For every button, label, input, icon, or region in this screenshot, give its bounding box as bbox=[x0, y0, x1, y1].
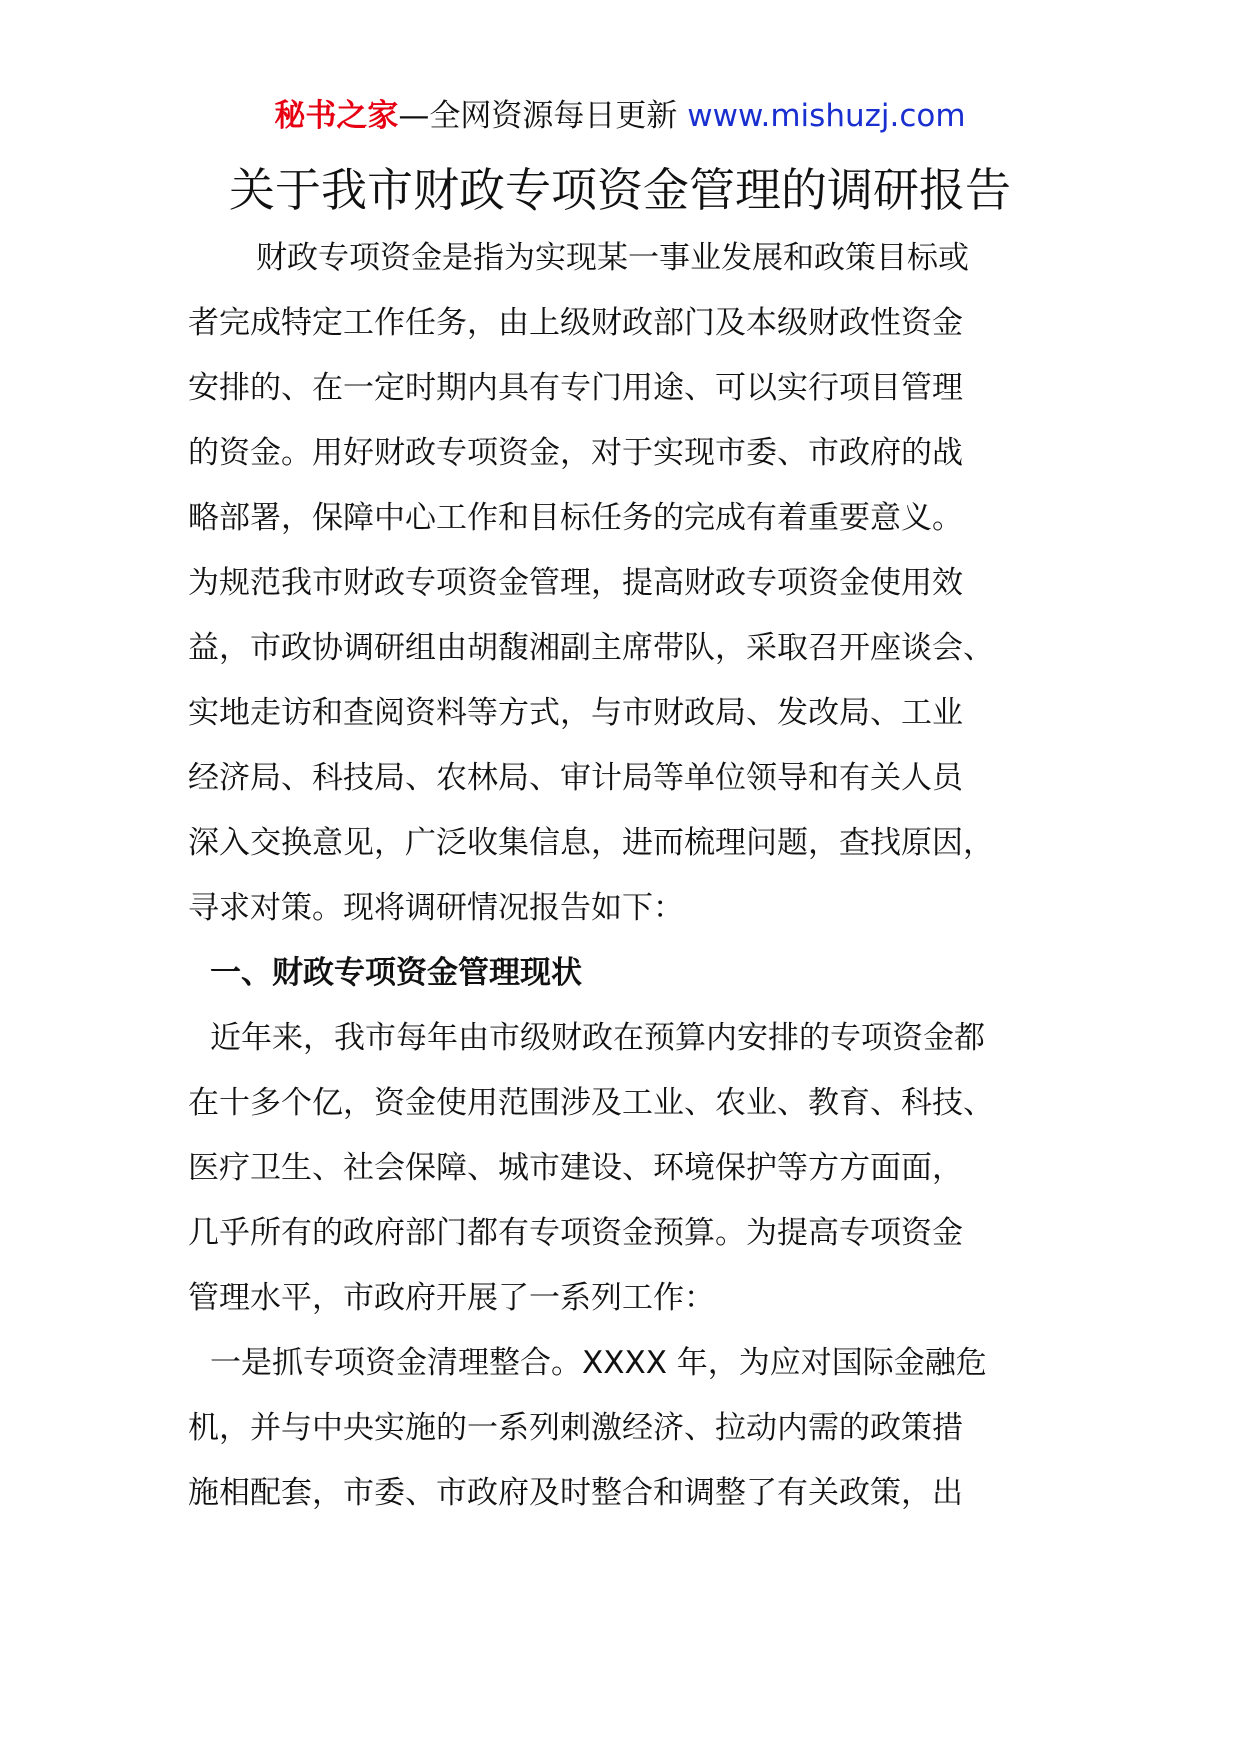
paragraph-line: 一是抓专项资金清理整合。XXXX 年，为应对国际金融危 bbox=[210, 1345, 987, 1381]
paragraph-line: 者完成特定工作任务，由上级财政部门及本级财政性资金 bbox=[188, 305, 963, 341]
section-heading: 一、财政专项资金管理现状 bbox=[210, 955, 582, 991]
paragraph-line: 为规范我市财政专项资金管理，提高财政专项资金使用效 bbox=[188, 565, 963, 601]
paragraph-line: 在十多个亿，资金使用范围涉及工业、农业、教育、科技、 bbox=[188, 1085, 994, 1121]
site-header bbox=[0, 96, 1240, 136]
paragraph-line: 施相配套，市委、市政府及时整合和调整了有关政策，出 bbox=[188, 1475, 963, 1511]
paragraph-line: 机，并与中央实施的一系列刺激经济、拉动内需的政策措 bbox=[188, 1410, 963, 1446]
document-body bbox=[188, 226, 1068, 1526]
paragraph-line: 的资金。用好财政专项资金，对于实现市委、市政府的战 bbox=[188, 435, 963, 471]
document-title: 关于我市财政专项资金管理的调研报告 bbox=[229, 163, 1011, 217]
header-tagline: —全网资源每日更新 bbox=[398, 98, 688, 134]
paragraph-line: 益，市政协调研组由胡馥湘副主席带队，采取召开座谈会、 bbox=[188, 630, 994, 666]
site-url-link[interactable]: www.mishuzj.com bbox=[687, 98, 966, 134]
paragraph-line: 安排的、在一定时期内具有专门用途、可以实行项目管理 bbox=[188, 370, 963, 406]
paragraph-line: 近年来，我市每年由市级财政在预算内安排的专项资金都 bbox=[210, 1020, 985, 1056]
paragraph-line: 几乎所有的政府部门都有专项资金预算。为提高专项资金 bbox=[188, 1215, 963, 1251]
paragraph-line: 略部署，保障中心工作和目标任务的完成有着重要意义。 bbox=[188, 500, 963, 536]
paragraph-line: 管理水平，市政府开展了一系列工作： bbox=[188, 1280, 715, 1316]
paragraph-line: 医疗卫生、社会保障、城市建设、环境保护等方方面面， bbox=[188, 1150, 963, 1186]
paragraph-line: 经济局、科技局、农林局、审计局等单位领导和有关人员 bbox=[188, 760, 963, 796]
brand-name: 秘书之家 bbox=[274, 98, 399, 134]
paragraph-line: 实地走访和查阅资料等方式，与市财政局、发改局、工业 bbox=[188, 695, 963, 731]
paragraph-line: 寻求对策。现将调研情况报告如下： bbox=[188, 890, 684, 926]
paragraph-line: 深入交换意见，广泛收集信息，进而梳理问题，查找原因， bbox=[188, 825, 994, 861]
paragraph-line: 财政专项资金是指为实现某一事业发展和政策目标或 bbox=[256, 240, 969, 276]
